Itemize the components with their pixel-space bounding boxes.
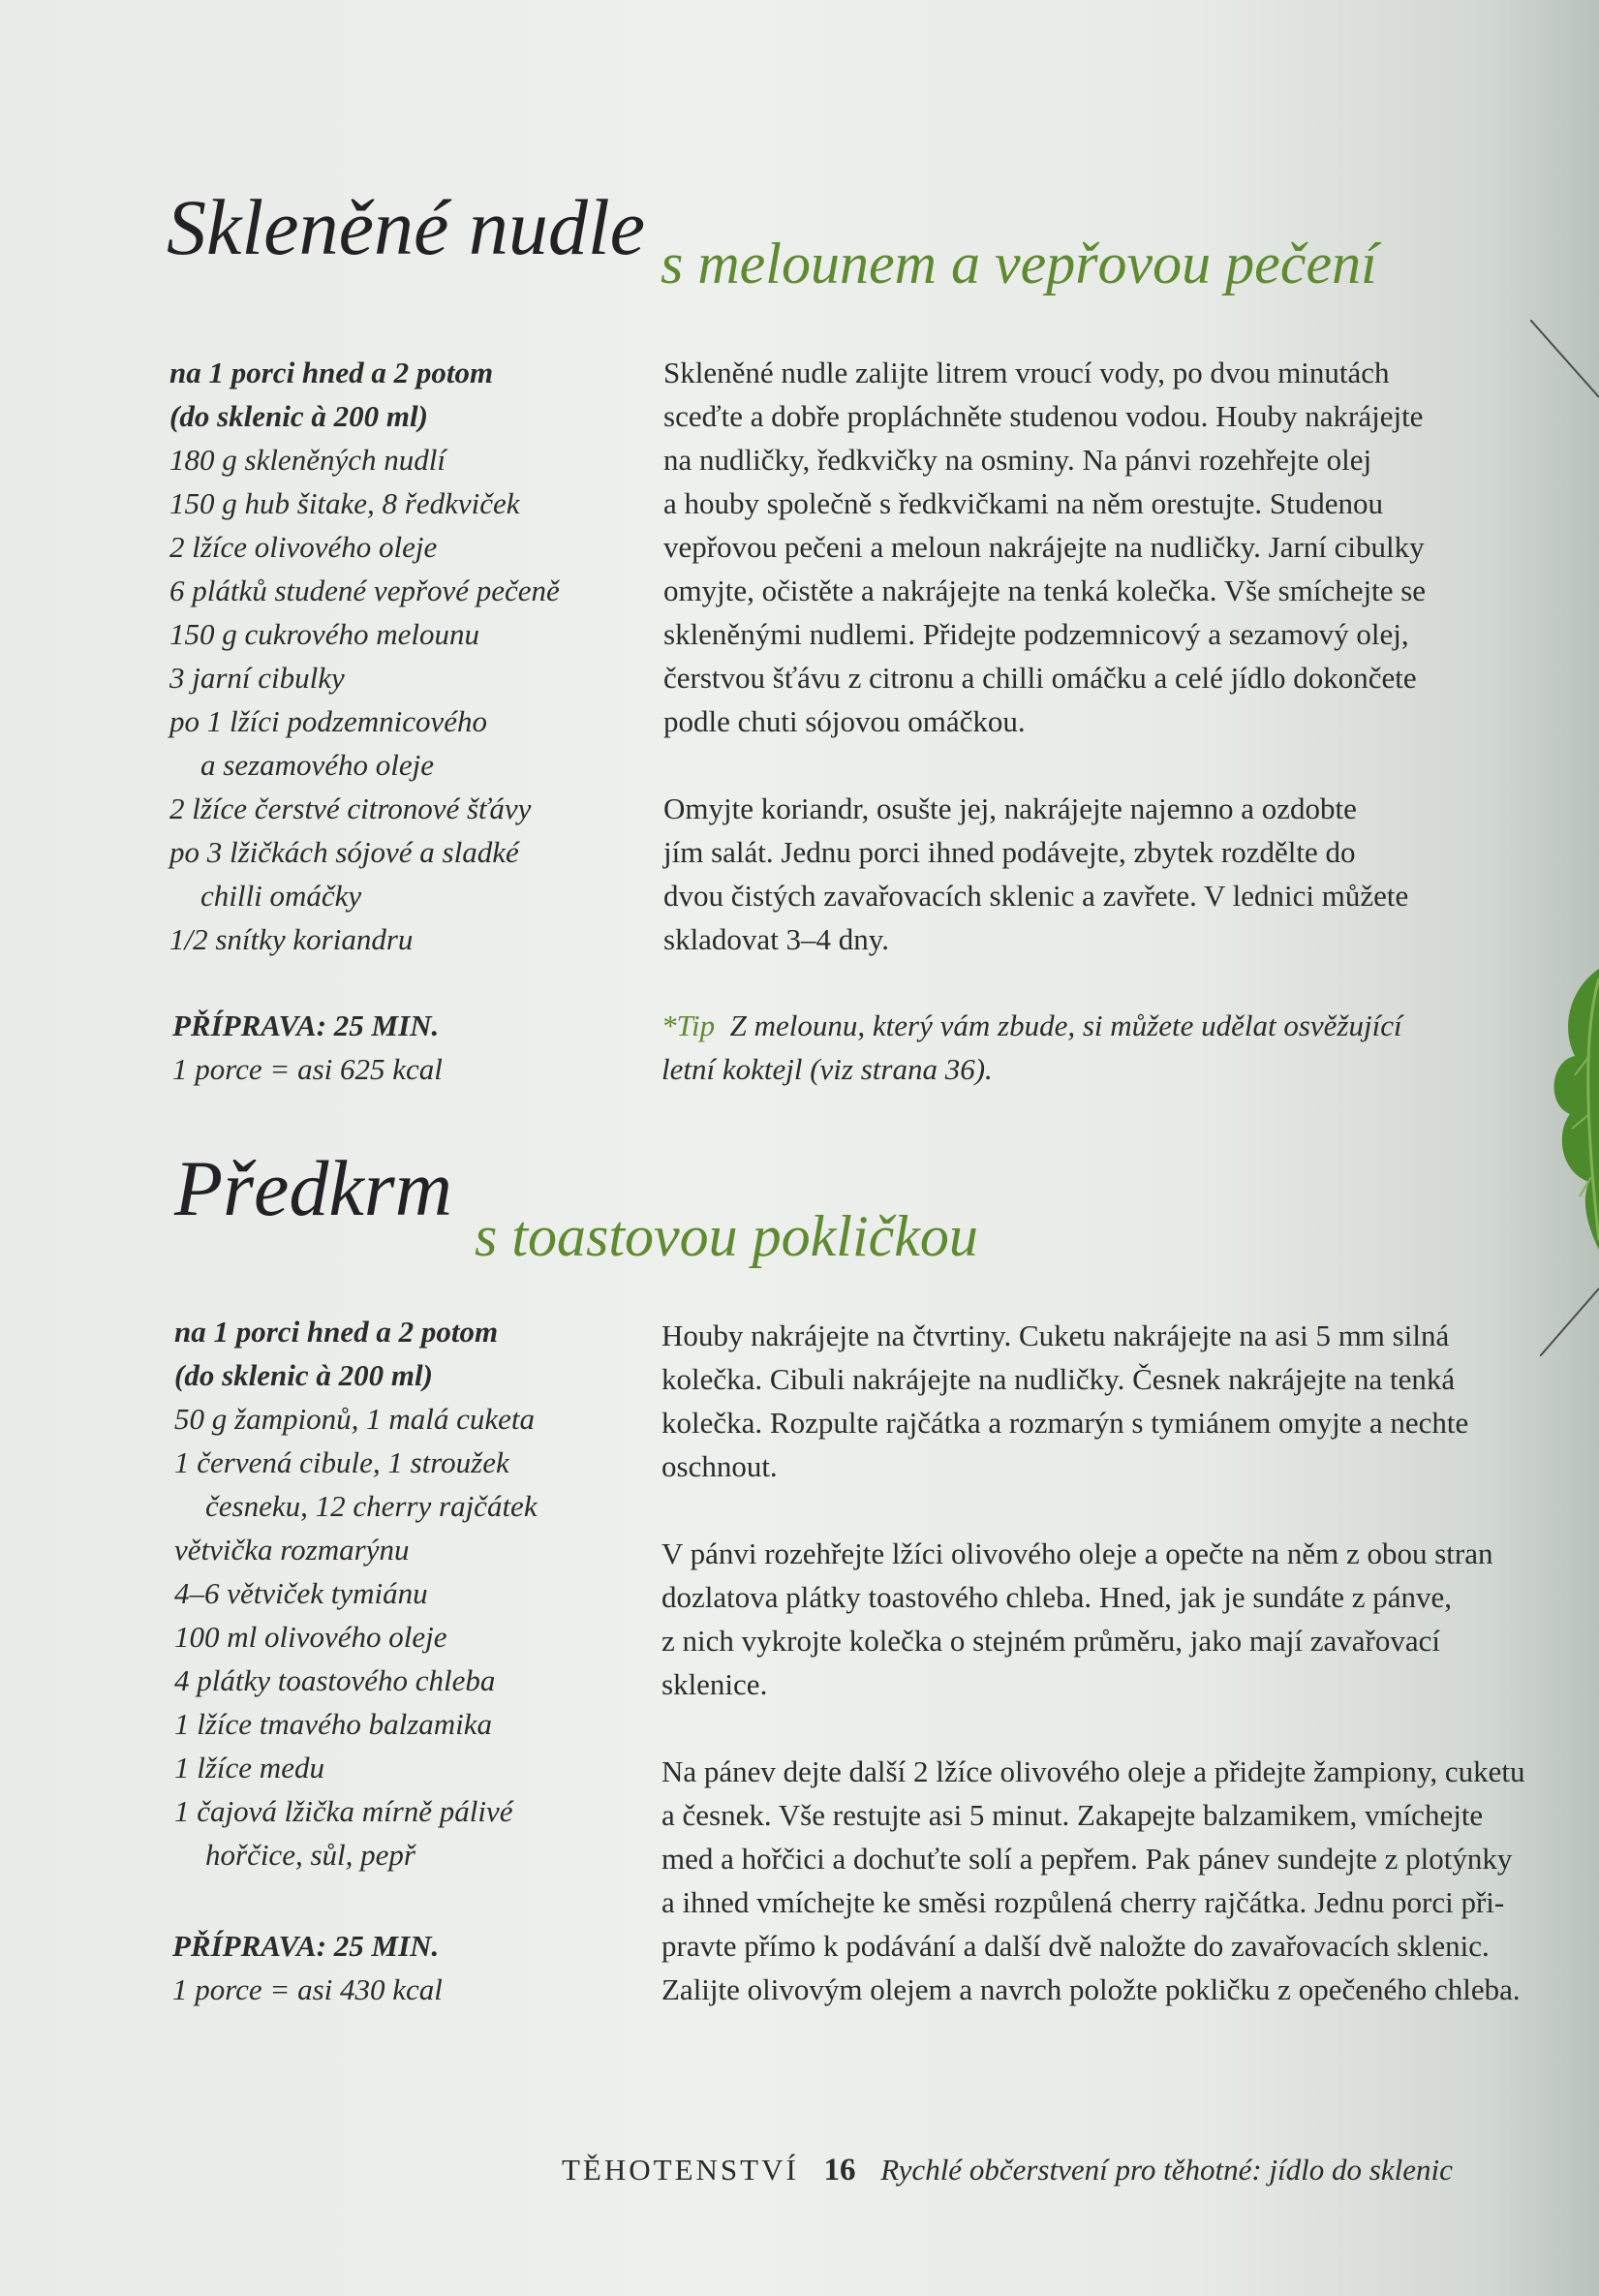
instruction-line: podle chuti sójovou omáčkou. [663, 704, 1026, 738]
ingredient-line: po 3 lžičkách sójové a sladké [169, 835, 519, 869]
instruction-line: z nich vykrojte kolečka o stejném průměru, jako mají zavařovací [661, 1624, 1440, 1658]
recipe2-prep-time: PŘÍPRAVA: 25 MIN. [172, 1929, 440, 1963]
instruction-line: Omyjte koriandr, osušte jej, nakrájejte najemno a ozdobte [663, 791, 1357, 825]
instruction-line: čerstvou šťávu z citronu a chilli omáčku a celé jídlo dokončete [663, 661, 1417, 695]
instruction-line: skleněnými nudlemi. Přidejte podzemnicový a sezamový olej, [663, 617, 1409, 651]
instruction-line: dvou čistých zavařovacích sklenic a zavřete. V lednici můžete [663, 879, 1409, 913]
recipe2-meta [172, 1924, 628, 2011]
recipe2-calories: 1 porce = asi 430 kcal [172, 1972, 443, 2006]
recipe1-ingredients [169, 351, 625, 961]
instruction-paragraph [661, 1750, 1525, 2011]
ingredient-line: na 1 porci hned a 2 potom [174, 1315, 499, 1349]
instruction-line: pravte přímo k podávání a další dvě naložte do zavařovacích sklenic. [661, 1929, 1490, 1963]
recipe1-subtitle: s melounem a vepřovou pečení [661, 232, 1377, 295]
page-number: 16 [823, 2153, 856, 2187]
instruction-line: Zalijte olivovým olejem a navrch položte pokličku z opečeného chleba. [661, 1972, 1521, 2006]
instruction-line: sceďte a dobře propláchněte studenou vodou. Houby nakrájejte [663, 399, 1424, 433]
footer-chapter: Rychlé občerstvení pro těhotné: jídlo do sklenic [880, 2153, 1453, 2187]
instruction-line: omyjte, očistěte a nakrájejte na tenká kolečka. Vše smíchejte se [663, 574, 1427, 607]
ingredient-line: 1 červená cibule, 1 stroužek [174, 1445, 509, 1479]
ingredient-line: chilli omáčky [200, 879, 362, 913]
ingredient-line: na 1 porci hned a 2 potom [169, 356, 494, 389]
instruction-line: sklenice. [661, 1667, 768, 1701]
instruction-line: a houby společně s ředkvičkami na něm orestujte. Studenou [663, 486, 1383, 520]
tip-line-1: Z melounu, který vám zbude, si můžete udělat osvěžující [729, 1008, 1402, 1042]
instruction-line: a česnek. Vše restujte asi 5 minut. Zakapejte balzamikem, vmíchejte [661, 1798, 1484, 1832]
tip-label: *Tip [661, 1008, 716, 1042]
instruction-line: dozlatova plátky toastového chleba. Hned, jak je sundáte z pánve, [661, 1580, 1453, 1614]
instruction-paragraph [661, 1532, 1525, 1706]
ingredient-line: 180 g skleněných nudlí [169, 443, 446, 477]
ingredient-line: po 1 lžíci podzemnicového [169, 704, 488, 738]
footer-section: TĚHOTENSTVÍ [562, 2153, 799, 2187]
recipe2-subtitle: s toastovou pokličkou [475, 1204, 978, 1268]
ingredient-line: 3 jarní cibulky [169, 661, 345, 695]
decorative-line-bottom [1540, 1269, 1599, 1356]
instruction-paragraph [663, 787, 1426, 961]
ingredient-line: (do sklenic à 200 ml) [169, 399, 428, 433]
instruction-line: a ihned vmíchejte ke směsi rozpůlená cherry rajčátka. Jednu porci při- [661, 1885, 1505, 1919]
ingredient-line: 2 lžíce čerstvé citronové šťávy [169, 791, 532, 825]
recipe1-instructions [663, 351, 1426, 961]
recipe2-title: Předkrm [174, 1144, 452, 1232]
ingredient-line: 150 g cukrového melounu [169, 617, 479, 651]
ingredient-line: 1 čajová lžička mírně pálivé [174, 1794, 513, 1828]
recipe1-meta [172, 1004, 628, 1091]
recipe1-tip [661, 1004, 1402, 1091]
instruction-line: V pánvi rozehřejte lžíci olivového oleje a opečte na něm z obou stran [661, 1536, 1493, 1570]
tip-line-2: letní koktejl (viz strana 36). [661, 1052, 993, 1086]
ingredient-line: 150 g hub šitake, 8 ředkviček [169, 486, 520, 520]
instruction-line: oschnout. [661, 1449, 778, 1483]
ingredient-line: hořčice, sůl, pepř [205, 1838, 415, 1872]
recipe1-calories: 1 porce = asi 625 kcal [172, 1052, 443, 1086]
ingredient-line: 1 lžíce tmavého balzamika [174, 1707, 493, 1741]
ingredient-line: 6 plátků studené vepřové pečeně [169, 574, 560, 607]
ingredient-line: 4 plátky toastového chleba [174, 1663, 496, 1697]
instruction-line: kolečka. Rozpulte rajčátka a rozmarýn s tymiánem omyjte a nechte [661, 1406, 1469, 1440]
instruction-paragraph [661, 1314, 1525, 1488]
recipe1-prep-time: PŘÍPRAVA: 25 MIN. [172, 1008, 440, 1042]
ingredient-line: 2 lžíce olivového oleje [169, 530, 438, 564]
instruction-line: skladovat 3–4 dny. [663, 922, 890, 956]
recipe1-title: Skleněné nudle [167, 183, 646, 271]
recipe2-instructions [661, 1314, 1525, 2011]
instruction-line: vepřovou pečeni a meloun nakrájejte na nudličky. Jarní cibulky [663, 530, 1425, 564]
ingredient-line: 50 g žampionů, 1 malá cuketa [174, 1402, 535, 1436]
page-footer [562, 2153, 1453, 2188]
recipe2-ingredients [174, 1310, 630, 1877]
ingredient-line: (do sklenic à 200 ml) [174, 1358, 433, 1392]
ingredient-line: větvička rozmarýnu [174, 1533, 410, 1567]
instruction-line: Na pánev dejte další 2 lžíce olivového oleje a přidejte žampiony, cuketu [661, 1754, 1525, 1788]
ingredient-line: česneku, 12 cherry rajčátek [205, 1489, 538, 1523]
decorative-line-top [1530, 320, 1599, 407]
coriander-leaf-icon [1531, 969, 1599, 1259]
instruction-line: jím salát. Jednu porci ihned podávejte, zbytek rozdělte do [663, 835, 1356, 869]
instruction-line: Houby nakrájejte na čtvrtiny. Cuketu nakrájejte na asi 5 mm silná [661, 1319, 1450, 1352]
ingredient-line: a sezamového oleje [200, 748, 435, 782]
instruction-line: med a hořčici a dochuťte solí a pepřem. Pak pánev sundejte z plotýnky [661, 1842, 1513, 1876]
ingredient-line: 4–6 větviček tymiánu [174, 1576, 428, 1610]
instruction-line: Skleněné nudle zalijte litrem vroucí vody, po dvou minutách [663, 356, 1390, 389]
ingredient-line: 1/2 snítky koriandru [169, 922, 414, 956]
ingredient-line: 1 lžíce medu [174, 1751, 324, 1784]
instruction-paragraph [663, 351, 1426, 743]
instruction-line: na nudličky, ředkvičky na osminy. Na pánvi rozehřejte olej [663, 443, 1372, 477]
instruction-line: kolečka. Cibuli nakrájejte na nudličky. Česnek nakrájejte na tenká [661, 1362, 1456, 1396]
ingredient-line: 100 ml olivového oleje [174, 1620, 447, 1654]
